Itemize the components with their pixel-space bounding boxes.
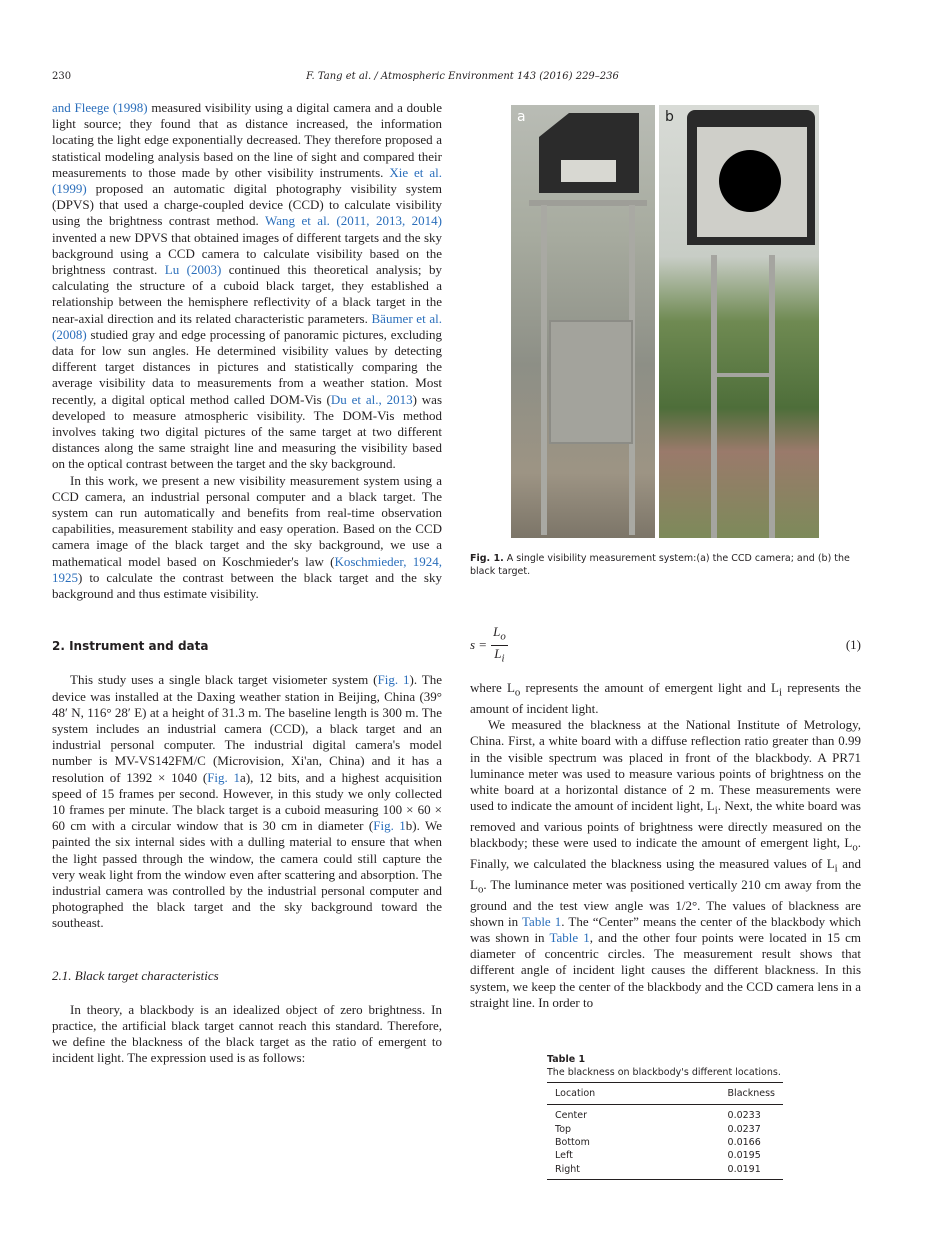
location-cell: Right [555,1163,581,1175]
eq-numerator: L [493,624,501,639]
text-run: , and the other four points were located in 15 cm diameter of concentric circles. The measurement result shows that different angle of incident light causes the different blackness. In this system, we keep the center of the blackbody and the CCD camera lens in a straight line. In order to [470,930,862,1010]
subscript: o [514,686,521,699]
table-row [547,1136,783,1149]
subsection-body [52,1002,442,1067]
table-row [547,1163,783,1180]
blackness-value: 0.0195 [727,1150,761,1162]
text-run: proposed an automatic digital photography visibility system (DPVS) that used a charge-coupled device (CCD) to calculate visibility using the brightness contrast method. [52,181,442,229]
text-run: In this work, we present a new visibility measurement system using a CCD camera, an industrial personal computer and a black target. The system can run automatically and benefits from real-time observation capabilities, measurement stability and easy operation. Based on the CCD camera image of the black target and the sky background, we use a mathematical model based on Koschmieder's law ( [52,472,442,569]
paragraph [52,672,442,931]
location-cell: Top [555,1123,572,1135]
paragraph [470,680,861,717]
equation-number: (1) [845,636,861,652]
text-run: measured visibility using a digital camera and a double light source; they found that as distance increased, the information locating the light edge exponentially decreased. They therefore proposed a statistical modeling analysis based on the line of sight and compared their measurements to those made by other visibility instruments. [52,100,442,180]
right-column [470,105,861,1180]
subsection-heading: 2.1. Black target characteristics [52,967,219,983]
table-row [547,1149,783,1162]
text-run: b). We painted the six internal sides with a dulling material to ensure that when the light passed through the window, the camera could still capture the very weak light from the window even after scattering and absorption. The industrial camera was controlled by the industrial personal computer and photographed the black target and the sky background toward the southeast. [52,818,443,931]
intro-body [52,100,442,602]
citation-link[interactable]: Table 1 [522,913,562,929]
figure-1 [511,105,819,538]
citation-link[interactable]: Wang et al. (2011, 2013, 2014) [264,213,442,229]
citation-link[interactable]: Table 1 [549,930,590,945]
text-run: . The luminance meter was positioned vertically 210 cm away from the ground and the test view angle was 1/2°. The values of blackness are shown in [470,876,861,929]
location-cell: Center [555,1110,587,1122]
paragraph [52,1002,442,1067]
running-title: F. Tang et al. / Atmospheric Environment 143 (2016) 229–236 [306,71,619,82]
text-run: . The “Center” means the center of the blackbody which was shown in [470,913,861,945]
text-run: represents the amount of incident light. [470,680,861,716]
text-run: continued this theoretical analysis; by calculating the structure of a cuboid black target, they established a relationship between the hemisphere reflectivity of a black target in the near-axial direction and its related characteristic parameters. [52,262,442,326]
text-run: ). The device was installed at the Daxing weather station in Beijing, China (39° 48′ N, 116° 28′ E) at a height of 31.3 m. The baseline length is 300 m. The system includes an industrial camera (CCD), a black target and an industrial personal computer. The industrial digital camera's model number is MV-VS142FM/C (Microvision, Xi'an, China) and it has a resolution of 1392 × 1040 ( [52,672,442,785]
eq-denominator-sub: i [501,652,505,665]
text-run: invented a new DPVS that obtained images of different targets and the sky background using a CCD camera to calculate visibility based on the brightness contrast. [52,229,442,278]
text-run: This study uses a single black target visiometer system ( [70,672,378,688]
paragraph [470,717,861,1011]
blackness-value: 0.0233 [727,1110,761,1122]
text-run: ) to calculate the contrast between the black target and the sky background and thus estimate visibility. [52,569,442,602]
citation-link[interactable]: Fig. 1 [207,769,241,785]
photo-ccd-camera [511,105,655,538]
section-body [52,672,442,931]
subscript: i [779,686,783,699]
paragraph [52,100,442,473]
eq-denominator: L [494,645,502,661]
text-run: ) was developed to measure atmospheric visibility. The DOM-Vis method involves taking two digital pictures of the same target at two different distances along the same straight line and measuring the visibility based on the optical contrast between the target and the sky background. [52,391,443,472]
caption-label: Fig. 1. [470,553,504,564]
text-run: We measured the blackness at the National Institute of Metrology, China. First, a white board with a diffuse reflection ratio greater than 0.99 in the visible spectrum was placed in front of the blackbody. A PR71 luminance meter was used to measure various points of brightness on the white board at a horizontal distance of 2 m. These measurements were used to indicate the amount of incident light, L [470,717,861,814]
text-run: where L [470,680,515,696]
blackness-value: 0.0191 [727,1163,761,1175]
table-row [547,1105,783,1123]
subscript: i [714,804,718,817]
page-number: 230 [52,71,72,82]
table-caption: The blackness on blackbody's different locations. [547,1067,781,1079]
column-header: Blackness [727,1088,775,1100]
section-heading: 2. Instrument and data [52,639,209,654]
citation-link[interactable]: Bäumer et al. (2008) [52,310,442,342]
right-column-body [470,680,861,1011]
text-run: . Finally, we calculated the blackness using the measured values of L [470,835,861,871]
location-cell: Left [555,1150,573,1162]
eq-numerator-sub: o [500,630,506,643]
citation-link[interactable]: Fig. 1 [377,672,410,688]
caption-text: A single visibility measurement system:(a) the CCD camera; and (b) the black target. [470,553,850,577]
text-run: a), 12 bits, and a highest acquisition speed of 15 frames per second. However, in this study we only collected 10 frames per minute. The black target is a cuboid measuring 100 × 60 × 60 cm with a circular window that is 30 cm in diameter ( [52,769,443,834]
text-run: studied gray and edge processing of panoramic pictures, excluding data for low sun angles. He determined visibility values by detecting different target distances in pictures and statistically comparing the average visibility data to measurements from a weather station. Most recently, a digital optical method called DOM-Vis ( [52,326,442,407]
citation-link[interactable]: Koschmieder, 1924, 1925 [52,553,442,585]
column-header: Location [555,1088,596,1100]
photo-black-target [659,105,819,538]
citation-link[interactable]: Lu (2003) [164,262,222,278]
text-run: represents the amount of emergent light and L [520,680,779,696]
blackness-value: 0.0166 [727,1136,761,1148]
table-row [547,1123,783,1136]
text-run: In theory, a blackbody is an idealized object of zero brightness. In practice, the artificial black target cannot reach this standard. Therefore, we define the blackness of the black target as the ratio of emergent to incident light. The expression used is as follows: [52,1001,442,1066]
text-run: . Next, the white board was removed and various points of brightness were directly measured on the blackbody; these were used to indicate the amount of emergent light, L [470,798,861,851]
citation-link[interactable]: Du et al., 2013 [330,391,413,407]
panel-label-b: b [665,109,674,125]
figure-caption [470,552,861,578]
paragraph [52,473,442,603]
citation-link[interactable]: Xie et al. (1999) [52,164,442,197]
left-column [52,100,442,1066]
table-label: Table 1 [547,1054,586,1066]
citation-link[interactable]: and Fleege (1998) [52,100,148,115]
panel-label-a: a [517,109,526,125]
equation-1 [470,624,861,666]
equation-lhs: s = [470,636,488,652]
text-run: and L [470,856,861,892]
subscript: i [834,862,838,875]
table-1 [547,1053,783,1180]
blackness-value: 0.0237 [727,1123,761,1135]
citation-link[interactable]: Fig. 1 [373,818,406,834]
location-cell: Bottom [555,1136,590,1148]
subscript: o [852,841,858,854]
subscript: o [477,883,484,896]
